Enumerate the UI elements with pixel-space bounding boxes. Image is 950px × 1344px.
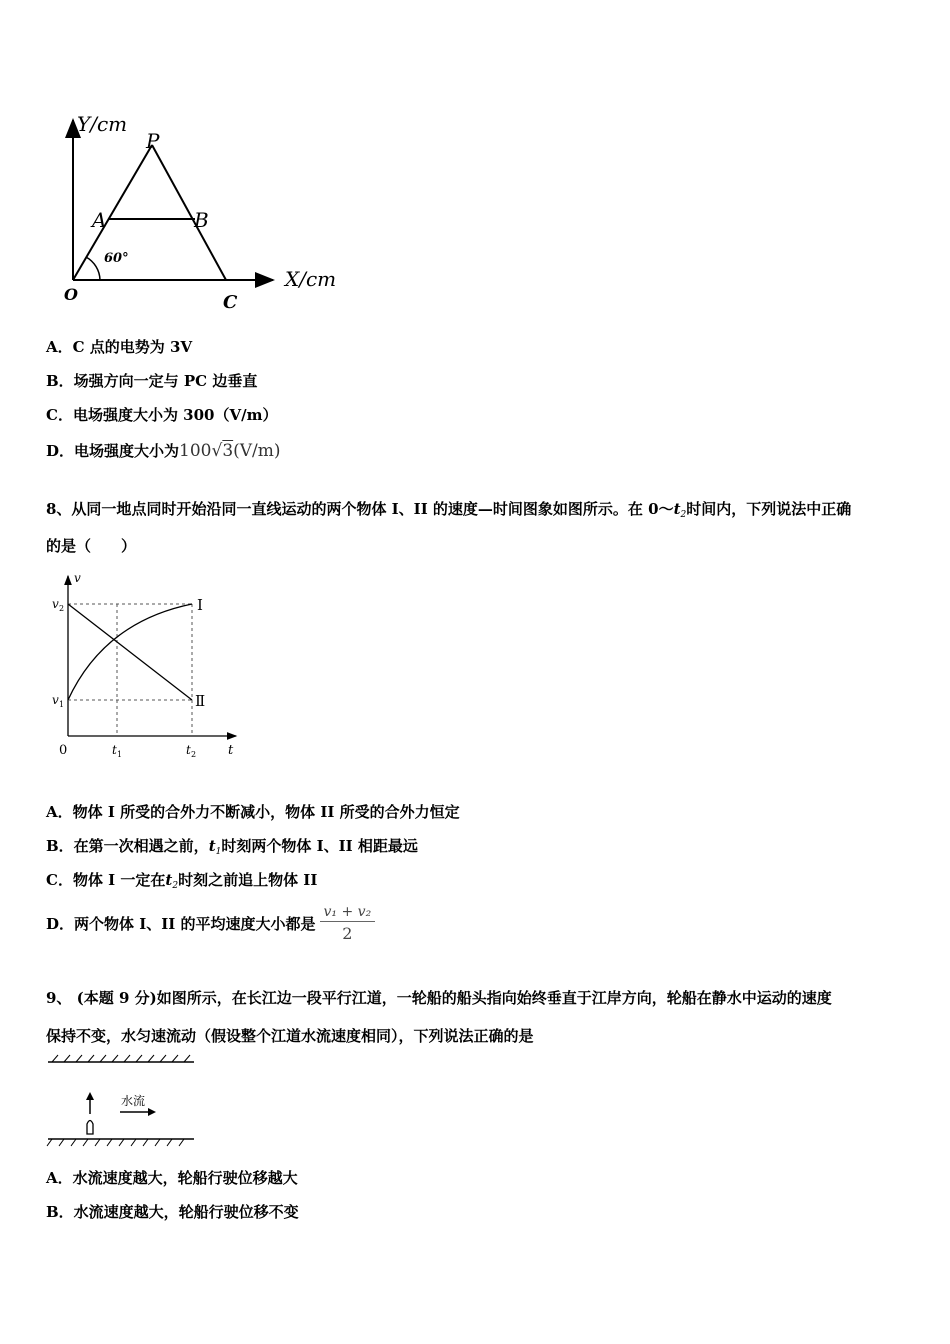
up-arrow-icon xyxy=(86,1092,94,1100)
q8-option-b[interactable] xyxy=(46,835,418,857)
q7-option-d-value xyxy=(179,441,281,461)
y-axis-label: Y/cm xyxy=(77,112,128,136)
fraction-denominator: 2 xyxy=(342,924,353,943)
top-bank-hatch xyxy=(52,1055,190,1062)
sqrt-icon: √ xyxy=(211,441,223,461)
t1-label: t xyxy=(112,743,117,757)
water-flow-label: 水流 xyxy=(121,1094,146,1108)
q8-option-c-suffix: 时刻之前追上物体 II xyxy=(178,871,318,889)
curve-i-label: I xyxy=(197,596,203,614)
q8-option-d-fraction xyxy=(320,904,376,943)
q8-option-b-suffix: 时刻两个物体 I、II 相距最远 xyxy=(221,837,418,855)
v2-label: v xyxy=(52,597,59,611)
point-p-label: P xyxy=(146,129,160,153)
q7-option-b[interactable]: B．场强方向一定与 PC 边垂直 xyxy=(46,372,258,390)
x-axis-label: X/cm xyxy=(285,267,337,291)
point-a-label: A xyxy=(92,208,107,232)
q8-option-d-prefix: D．两个物体 I、II 的平均速度大小都是 xyxy=(46,915,316,933)
q7-option-a[interactable]: A．C 点的电势为 3V xyxy=(46,338,193,356)
q8-stem-line2: 的是（ ） xyxy=(46,537,137,555)
point-c-label: C xyxy=(223,292,238,313)
q8-option-d[interactable] xyxy=(46,904,375,943)
q9-option-a[interactable]: A．水流速度越大，轮船行驶位移越大 xyxy=(46,1169,298,1187)
q9-stem-line1: 9、 (本题 9 分)如图所示，在长江边一段平行江道，一轮船的船头指向始终垂直于江岸方向，轮船在静水中运动的速度 xyxy=(46,989,832,1007)
q8-option-c-sub: 2 xyxy=(172,881,179,891)
q8-option-c-prefix: C．物体 I 一定在 xyxy=(46,871,166,889)
coef: 100 xyxy=(179,441,212,461)
q8-option-c[interactable] xyxy=(46,869,317,891)
radicand: 3 xyxy=(222,441,234,461)
angle-arc xyxy=(86,257,100,280)
q8-option-a[interactable]: A．物体 I 所受的合外力不断减小，物体 II 所受的合外力恒定 xyxy=(46,803,460,821)
angle-label: 60° xyxy=(104,251,129,266)
v2-sub: 2 xyxy=(59,604,65,613)
q8-vt-graph xyxy=(44,568,254,768)
v1-label: v xyxy=(52,693,59,707)
v-axis-label: v xyxy=(74,571,81,585)
boat-icon xyxy=(87,1121,93,1135)
q9-river-figure xyxy=(44,1052,204,1152)
q7-option-c[interactable]: C．电场强度大小为 300（V/m） xyxy=(46,406,278,424)
q9-option-b[interactable]: B．水流速度越大，轮船行驶位移不变 xyxy=(46,1203,299,1221)
bottom-bank-hatch xyxy=(47,1139,184,1146)
q7-option-d-prefix: D．电场强度大小为 xyxy=(46,442,180,460)
q7-option-d[interactable] xyxy=(46,440,281,461)
t2-label: t xyxy=(186,743,191,757)
t2-sub: 2 xyxy=(191,750,197,759)
right-arrow-icon xyxy=(148,1108,156,1116)
q9-stem-line2: 保持不变，水匀速流动（假设整个江道水流速度相同），下列说法正确的是 xyxy=(46,1027,534,1045)
point-b-label: B xyxy=(194,208,209,232)
side-pc xyxy=(152,145,226,280)
v1-sub: 1 xyxy=(59,700,65,709)
q7-coordinate-figure xyxy=(55,105,365,320)
origin-label: 0 xyxy=(59,743,68,758)
t-axis-label: t xyxy=(228,743,234,758)
q8-stem-line1 xyxy=(46,498,851,520)
unit: (V/m) xyxy=(233,441,281,461)
q8-stem-t-sub: 2 xyxy=(680,510,687,520)
q8-stem-t: t xyxy=(673,500,681,518)
q8-option-c-t: t xyxy=(165,871,173,889)
origin-label: O xyxy=(64,285,78,304)
q8-option-b-sub: 1 xyxy=(215,847,222,857)
fraction-numerator: v₁ + v₂ xyxy=(320,904,376,922)
line-ii-label: Ⅱ xyxy=(195,692,206,710)
q8-option-b-t: t xyxy=(208,837,216,855)
q8-stem-part-a: 8、从同一地点同时开始沿同一直线运动的两个物体 I、II 的速度—时间图象如图所示。在 0～ xyxy=(46,500,674,518)
q8-stem-part-b: 时间内，下列说法中正确 xyxy=(686,500,852,518)
line-ii xyxy=(68,604,192,700)
q8-option-b-prefix: B．在第一次相遇之前， xyxy=(46,837,209,855)
t1-sub: 1 xyxy=(117,750,123,759)
